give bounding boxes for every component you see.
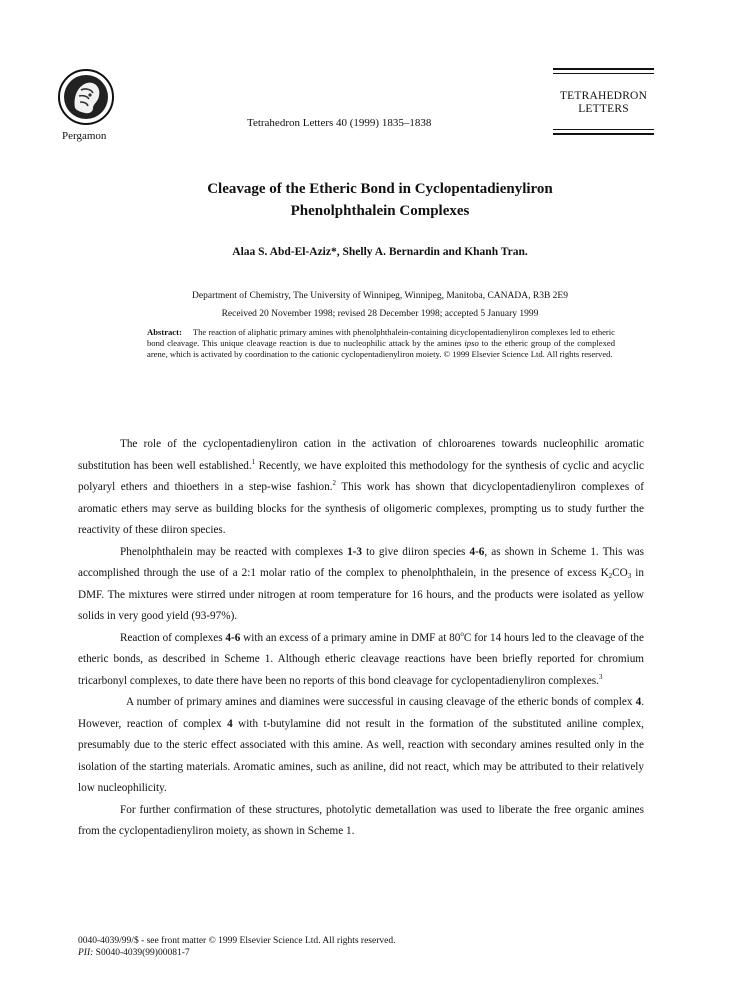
subscript: 3 xyxy=(627,572,632,580)
pii-value: S0040-4039(99)00081-7 xyxy=(93,948,190,958)
abstract xyxy=(147,327,615,361)
abstract-ipso: ipso xyxy=(464,338,479,349)
publisher-name: Pergamon xyxy=(62,130,107,142)
compound-ref: 4 xyxy=(227,717,233,730)
pii-label: PII: xyxy=(78,948,94,958)
citation-ref-3: 3 xyxy=(598,672,603,681)
paragraph-2 xyxy=(78,542,644,628)
pii-line xyxy=(78,947,395,959)
journal-rule-bottom-thin xyxy=(553,129,654,130)
copyright-line: 0040-4039/99/$ - see front matter © 1999 Elsevier Science Ltd. All rights reserved. xyxy=(78,936,396,946)
p2-text-e: in DMF. The mixtures were stirred under nitrogen at room temperature for 16 hours, and the products were isolated as yellow solids in very good yield (93-97%). xyxy=(78,567,644,622)
p4-text-b: . However, reaction of complex xyxy=(78,696,644,730)
abstract-label: Abstract: xyxy=(147,327,182,337)
p3-text-a: Reaction of complexes xyxy=(120,631,226,644)
journal-name-line2: LETTERS xyxy=(578,103,629,115)
abstract-text-2: to the etheric group of the complexed arene, which is activated by coordination to the cationic cyclopentadienyliron moiety. © 1999 Elsevier Science Ltd. All rights reserved. xyxy=(147,338,615,360)
p4-text-c: with t-butylamine did not result in the formation of the substituted aniline complex, presumably due to the steric effect associated with this amine. As well, reaction with secondary amines resulted only in the isolation of the starting materials. Aromatic amines, such as aniline, did not react, which may be attributed to their relatively low nucleophilicity. xyxy=(78,717,644,794)
p2-text-a: Phenolphthalein may be reacted with complexes xyxy=(120,545,348,558)
journal-citation: Tetrahedron Letters 40 (1999) 1835–1838 xyxy=(247,117,432,129)
journal-name-line1: TETRAHEDRON xyxy=(559,90,648,102)
p1-text-a: The role of the cyclopentadienyliron cation in the activation of chloroarenes towards nucleophilic aromatic substitution has been well established. xyxy=(78,438,644,472)
journal-rule-top-thin xyxy=(553,73,654,74)
paragraph-1 xyxy=(78,434,644,542)
p2-text-c: , as shown in Scheme 1. This was accomplished through the use of a 2:1 molar ratio of the complex to phenolphthalein, in the presence of excess K xyxy=(78,545,644,579)
paragraph-3 xyxy=(78,628,644,693)
p2-text-b: to give diiron species xyxy=(362,545,470,558)
paragraph-4 xyxy=(78,692,644,800)
author-list: Alaa S. Abd-El-Aziz*, Shelly A. Bernardin and Khanh Tran. xyxy=(232,246,528,258)
p3-text-c: C for 14 hours led to the cleavage of the etheric bonds, as described in Scheme 1. Although etheric cleavage reactions have been briefly reported for chromium tricarbonyl complexes, to date there have been no reports of this bond cleavage for cyclopentadienyliron complexes. xyxy=(78,631,644,687)
compound-ref: 4-6 xyxy=(225,631,241,644)
abstract-text-1: The reaction of aliphatic primary amines with phenolphthalein-containing dicyclopentadienyliron complexes led to etheric bond cleavage. This unique cleavage reaction is due to nucleophilic attack by the amines xyxy=(147,327,615,349)
journal-name xyxy=(553,90,654,116)
p1-text-b: Recently, we have exploited this methodology for the synthesis of cyclic and acyclic polyaryl ethers and thioethers in a step-wise fashion. xyxy=(78,459,644,493)
publisher-logo xyxy=(57,68,115,126)
paragraph-5: For further confirmation of these structures, photolytic demetallation was used to liberate the free organic amines from the cyclopentadienyliron moiety, as shown in Scheme 1. xyxy=(78,803,644,837)
p3-text-b: with an excess of a primary amine in DMF at 80 xyxy=(240,631,461,644)
compound-ref: 4-6 xyxy=(469,545,485,558)
footer xyxy=(78,935,395,959)
subscript: 2 xyxy=(608,572,613,580)
submission-dates: Received 20 November 1998; revised 28 December 1998; accepted 5 January 1999 xyxy=(221,309,539,319)
title-line-2: Phenolphthalein Complexes xyxy=(290,203,470,219)
p2-text-d: CO xyxy=(612,567,628,579)
journal-rule-bottom-thick xyxy=(553,133,654,135)
degree-superscript: o xyxy=(460,629,464,638)
compound-ref: 4 xyxy=(635,696,642,708)
affiliation: Department of Chemistry, The University of Winnipeg, Winnipeg, Manitoba, CANADA, R3B 2E9 xyxy=(192,291,568,301)
compound-ref: 1-3 xyxy=(347,545,363,558)
title-line-1: Cleavage of the Etheric Bond in Cyclopentadienyliron xyxy=(207,181,553,197)
citation-ref-2: 2 xyxy=(332,479,337,487)
body-text xyxy=(78,434,644,843)
journal-rule-top-thick xyxy=(553,68,654,70)
p4-text-a: A number of primary amines and diamines were successful in causing cleavage of the etheric bonds of complex xyxy=(126,696,636,708)
paper-title xyxy=(120,178,640,222)
p1-text-c: This work has shown that dicyclopentadienyliron complexes of aromatic ethers may serve as building blocks for the synthesis of oligomeric complexes, prompting us to study further the reactivity of these diiron species. xyxy=(78,481,644,536)
citation-ref-1: 1 xyxy=(251,457,256,466)
